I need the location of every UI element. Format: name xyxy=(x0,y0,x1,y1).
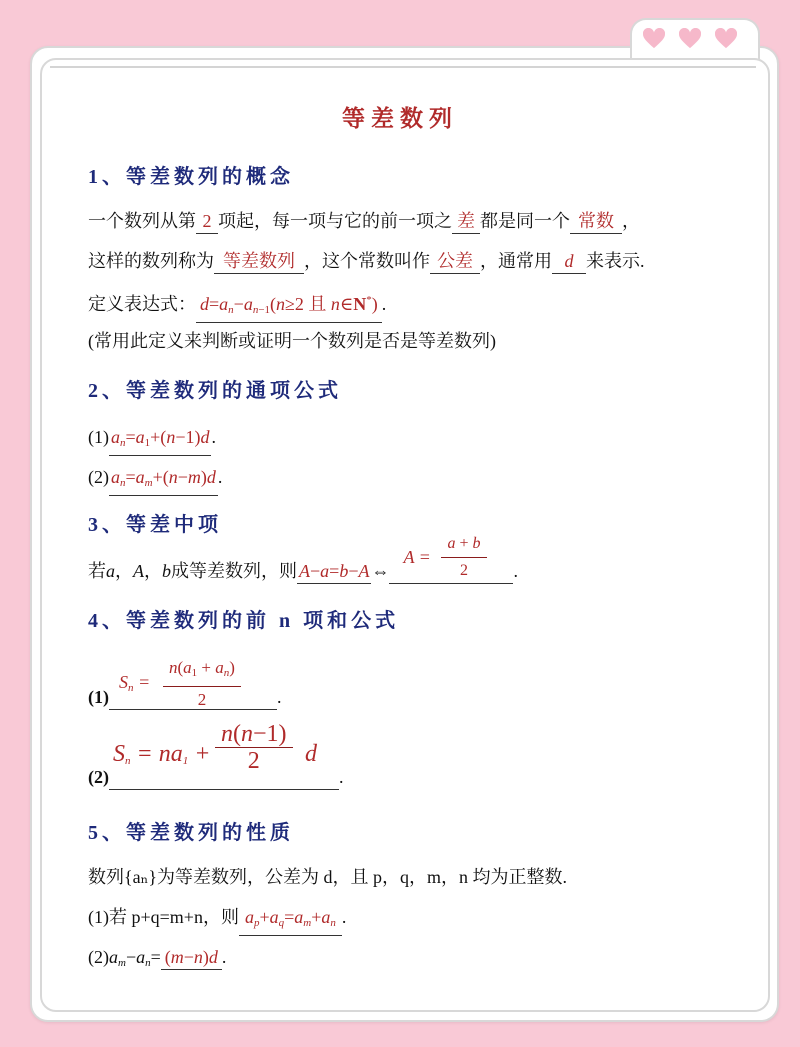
text-segment: . xyxy=(221,947,227,967)
text-segment: ，这个常数叫作 xyxy=(304,251,430,271)
definition-formula: $d=a_n-a_{n-1}(n\ge 2$ 且 n∈N*) xyxy=(196,288,382,323)
text-segment: . xyxy=(381,294,387,314)
text-segment: 若 xyxy=(88,561,106,581)
denominator: 2 xyxy=(459,562,468,579)
general-term-formula-2 xyxy=(88,464,222,496)
blank-answer: 2 xyxy=(196,209,218,234)
definition-expression xyxy=(88,288,386,323)
hearts-decoration xyxy=(643,28,753,50)
formula: A−a=b−A xyxy=(297,559,371,584)
item-number: (1) xyxy=(88,427,109,447)
fraction xyxy=(441,531,486,584)
formula-lhs: $S_n$ = xyxy=(119,672,151,694)
item-number: (2) xyxy=(88,947,109,967)
blank-answer: d xyxy=(552,249,586,274)
text-segment: . xyxy=(341,907,347,927)
section-heading-5: 5、等差数列的性质 xyxy=(88,822,294,844)
variable: d xyxy=(305,741,317,767)
top-divider xyxy=(50,66,756,69)
formula: $a_n=a_m+(n-m)d$ xyxy=(109,465,218,496)
text-segment: ⇔ xyxy=(371,561,390,581)
text-segment: . xyxy=(513,561,518,581)
text-segment: 这样的数列称为 xyxy=(88,251,214,271)
text-segment: 来表示. xyxy=(586,251,645,271)
text-segment: . xyxy=(211,427,216,447)
text-segment: 项起，每一项与它的前一项之 xyxy=(218,211,452,231)
text-segment: (1)若 p+q=m+n，则 xyxy=(88,907,239,927)
formula-lhs: A = xyxy=(403,547,431,567)
definition-note: (常用此定义来判断或证明一个数列是否是等差数列) xyxy=(88,331,496,351)
property-1 xyxy=(88,904,346,936)
formula-lhs: $S_n = na_1$ + xyxy=(113,741,211,767)
section-heading-1: 1、等差数列的概念 xyxy=(88,166,294,188)
formula: $a_n=a_1+(n-1)d$ xyxy=(109,425,211,456)
numerator: a + b xyxy=(441,531,486,558)
text-segment: ， xyxy=(622,211,640,231)
text-segment: 一个数列从第 xyxy=(88,211,196,231)
blank-answer: 等差数列 xyxy=(214,249,304,274)
text-segment: ， xyxy=(115,561,133,581)
text-segment: 都是同一个 xyxy=(480,211,570,231)
property-2: $(2)a_m-a_n= (m-n)d$ . xyxy=(88,947,227,969)
blank-answer: 差 xyxy=(452,209,480,234)
item-number: (2) xyxy=(88,767,109,787)
formula xyxy=(109,653,277,710)
text-segment: 成等差数列，则 xyxy=(171,561,297,581)
item-number: (2) xyxy=(88,467,109,487)
heart-icon xyxy=(715,28,737,50)
formula: $a_p+a_q=a_m+a_n$ xyxy=(239,905,342,936)
text-segment: 定义表达式： xyxy=(88,294,196,314)
text-segment: . xyxy=(339,767,344,787)
page-title: 等差数列 xyxy=(342,106,458,131)
formula xyxy=(109,719,339,790)
section-heading-2: 2、等差数列的通项公式 xyxy=(88,380,342,402)
numerator: n(n−1) xyxy=(215,721,293,748)
fraction xyxy=(215,721,293,774)
fraction xyxy=(163,655,241,713)
property-intro: 数列{aₙ}为等差数列，公差为 d，且 p，q，m，n 均为正整数. xyxy=(88,867,568,887)
text-segment: ，通常用 xyxy=(480,251,552,271)
sum-formula-1 xyxy=(88,652,282,710)
definition-line-1 xyxy=(88,208,640,234)
text-segment: . xyxy=(217,467,223,487)
denominator: 2 xyxy=(247,748,260,774)
numerator: $n(a_1 + a_n)$ xyxy=(163,655,241,687)
variable: a xyxy=(106,561,115,581)
variable: b xyxy=(162,561,171,581)
definition-line-2 xyxy=(88,248,645,274)
sum-formula-2 xyxy=(88,718,344,790)
item-number: (1) xyxy=(88,687,109,707)
heart-icon xyxy=(643,28,665,50)
mean-formula xyxy=(389,537,513,584)
blank-answer: 公差 xyxy=(430,249,480,274)
section-heading-4: 4、等差数列的前 n 项和公式 xyxy=(88,610,400,632)
text-segment: ， xyxy=(144,561,162,581)
variable: A xyxy=(133,561,144,581)
text-segment: . xyxy=(277,687,282,707)
arithmetic-mean-line xyxy=(88,536,518,584)
formula: (m−n)d xyxy=(161,945,222,970)
blank-answer: 常数 xyxy=(570,209,622,234)
section-heading-3: 3、等差中项 xyxy=(88,514,222,536)
denominator: 2 xyxy=(197,690,207,709)
general-term-formula-1 xyxy=(88,424,216,456)
heart-icon xyxy=(679,28,701,50)
